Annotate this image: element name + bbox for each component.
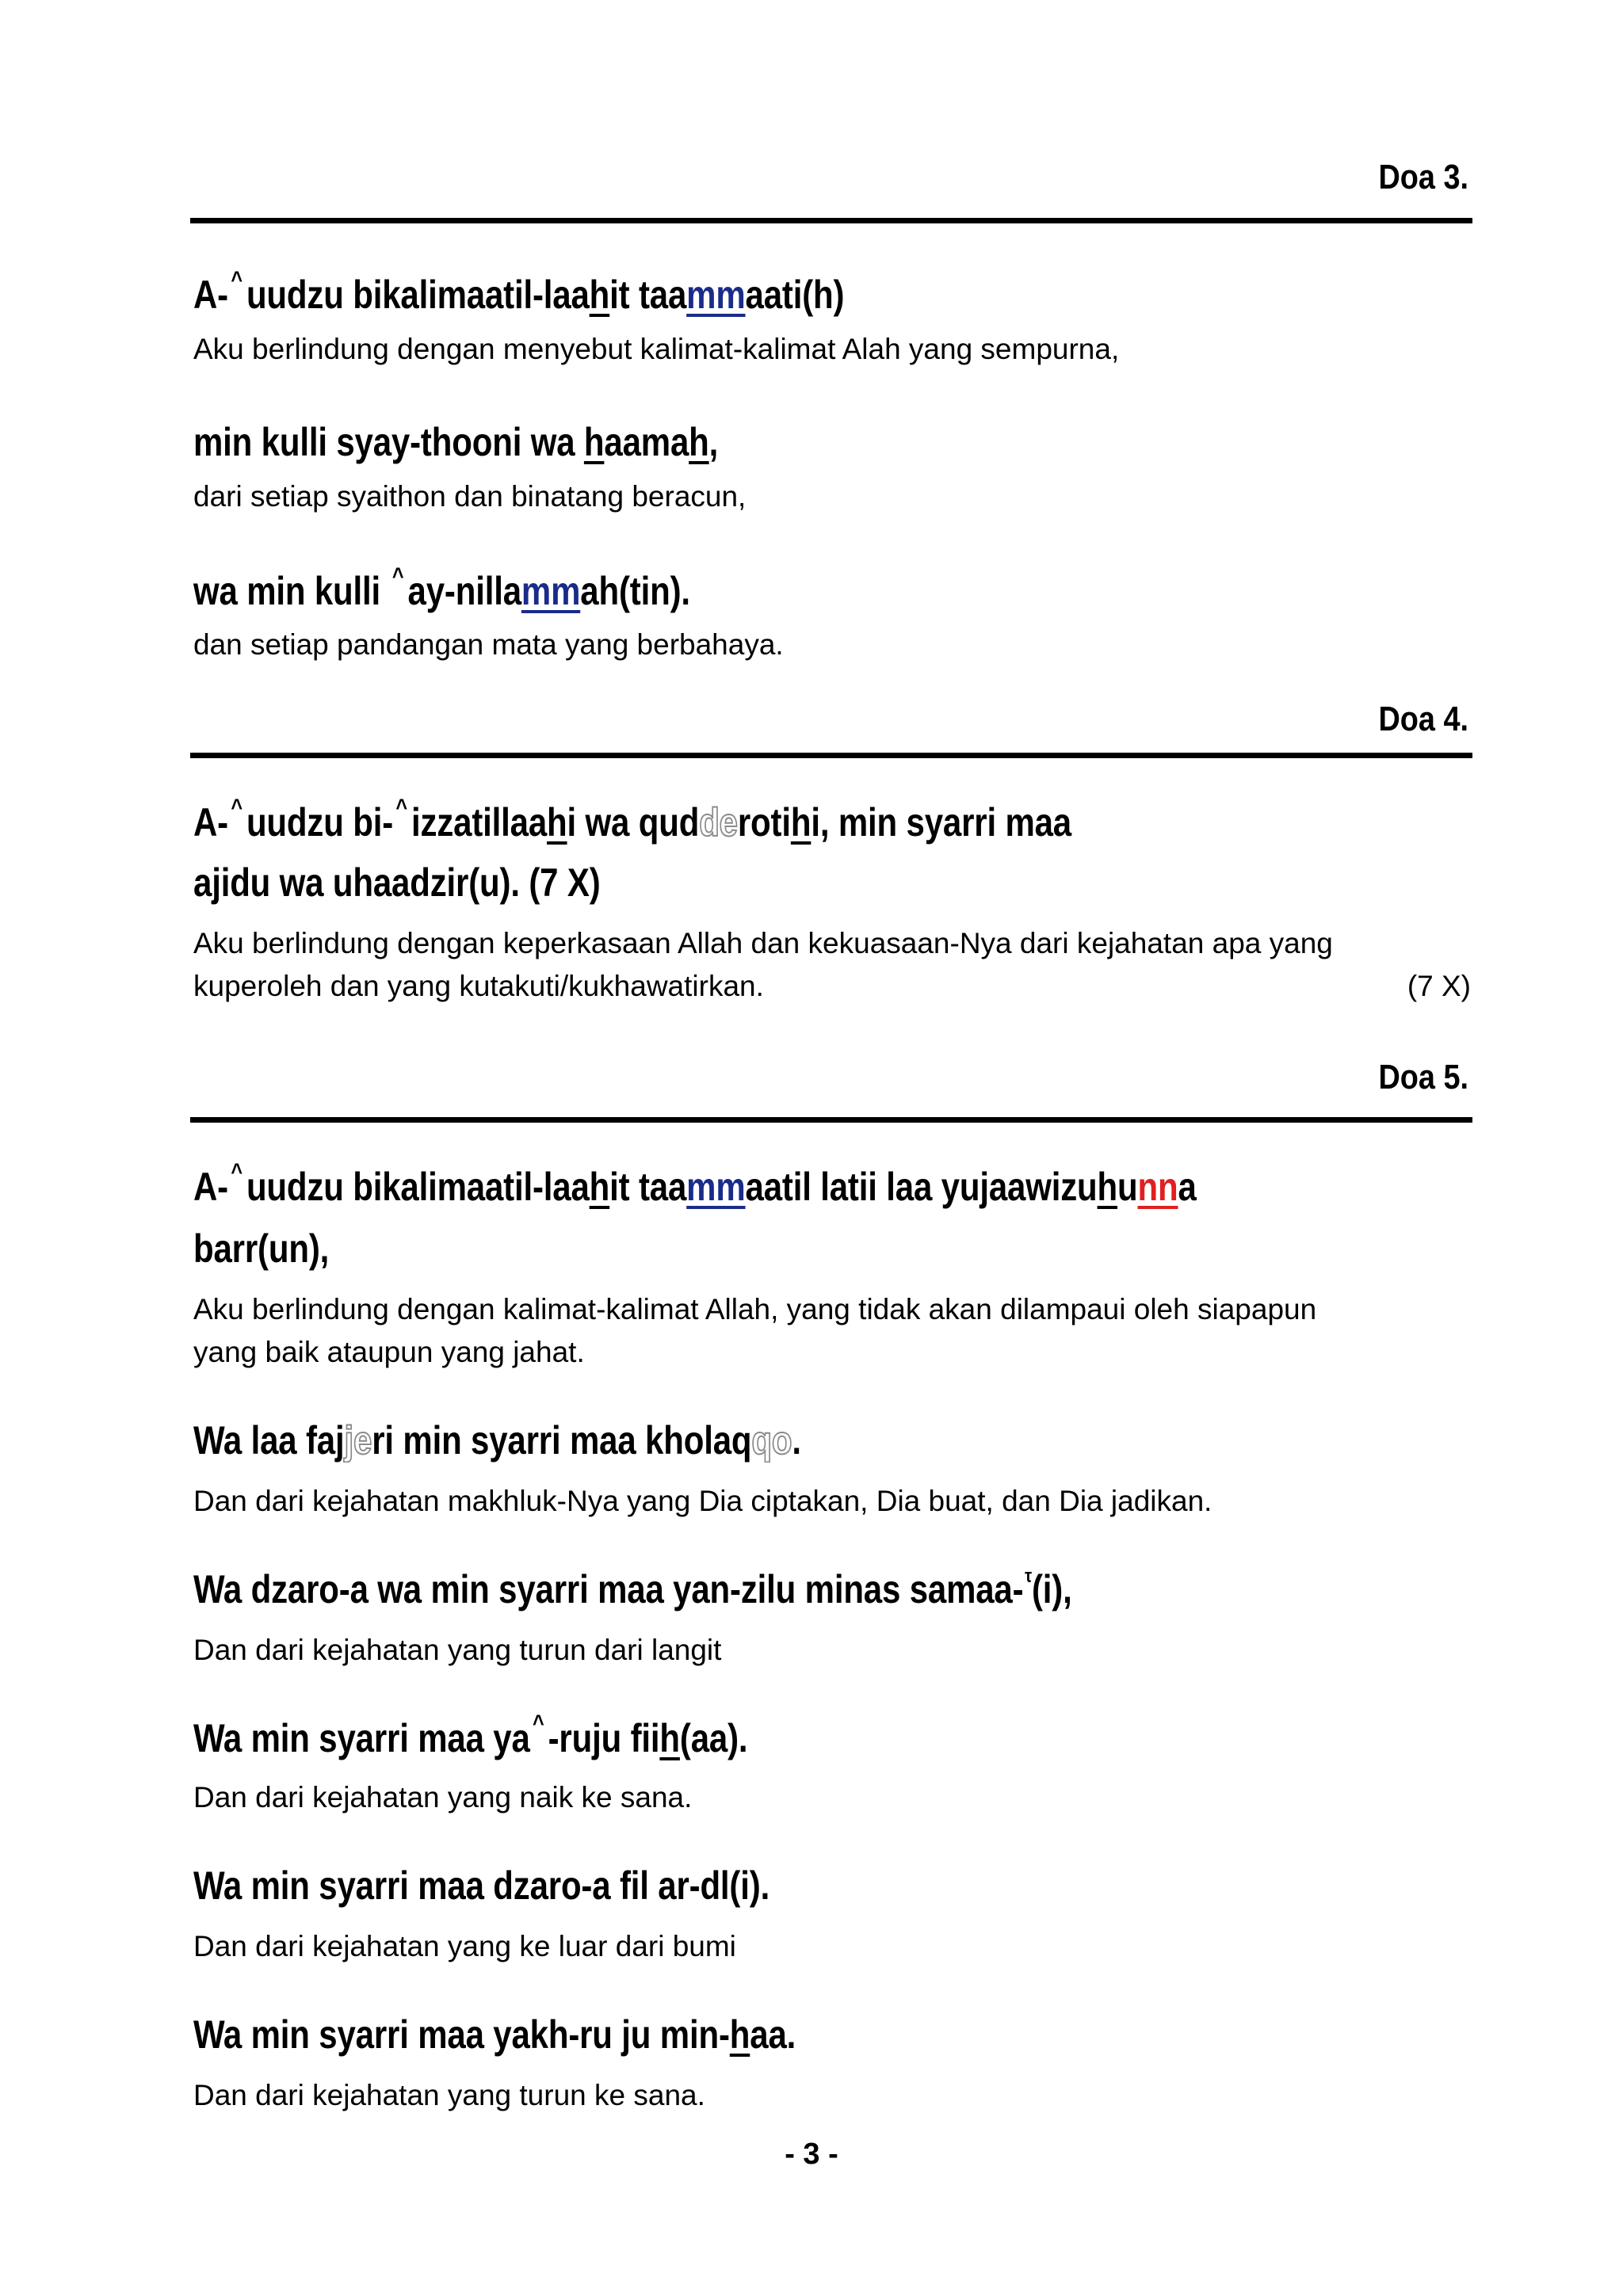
doa-5-arabic-line-6: Wa min syarri maa dzaro-a fil ar-dl(i). [193, 1863, 770, 1908]
doa-5-translation-3: Dan dari kejahatan makhluk-Nya yang Dia ciptakan, Dia buat, dan Dia jadikan. [193, 1485, 1212, 1517]
doa-5-arabic-line-7: Wa min syarri maa yakh-ru ju min-haa. [193, 2012, 796, 2057]
doa-4-heading: Doa 4. [1378, 700, 1468, 738]
page-number: - 3 - [785, 2138, 838, 2171]
doa-3-arabic-line-3: wa min kulli ^ ay-nillammah(tin). [193, 563, 690, 613]
doa-3-translation-1: Aku berlindung dengan menyebut kalimat-kalimat Alah yang sempurna, [193, 333, 1120, 365]
doa-5-arabic-line-1: A- ^ uudzu bikalimaatil-laahit taammaatil latii laa yujaawizuhunna [193, 1159, 1197, 1209]
doa-5-translation-1a: Aku berlindung dengan kalimat-kalimat Allah, yang tidak akan dilampaui oleh siapapun [193, 1293, 1317, 1325]
doa-5-translation-5: Dan dari kejahatan yang naik ke sana. [193, 1781, 693, 1814]
doa-4-translation-2 [193, 965, 1471, 1008]
doa-4-arabic-line-1: A- ^ uudzu bi- ^ izzatillaahi wa qudderotihi, min syarri maa [193, 795, 1072, 845]
doa-3-heading: Doa 3. [1378, 158, 1468, 196]
doa-3-rule [190, 218, 1472, 223]
doa-3-translation-3: dan setiap pandangan mata yang berbahaya. [193, 628, 784, 661]
doa-3-arabic-line-2: min kulli syay-thooni wa haamah, [193, 420, 719, 464]
doa-5-translation-6: Dan dari kejahatan yang ke luar dari bumi [193, 1930, 736, 1962]
doa-5-arabic-line-3: Wa laa fajjeri min syarri maa kholaqqo. [193, 1418, 801, 1463]
doa-5-rule [190, 1117, 1472, 1123]
doa-5-translation-7: Dan dari kejahatan yang turun ke sana. [193, 2079, 705, 2111]
doa-5-arabic-line-5: Wa min syarri maa ya ^ -ruju fiih(aa). [193, 1711, 748, 1760]
doa-4-translation-2-text: kuperoleh dan yang kutakuti/kukhawatirkan. [193, 970, 764, 1002]
doa-5-arabic-line-2: barr(un), [193, 1226, 330, 1271]
doa-4-translation-1: Aku berlindung dengan keperkasaan Allah dan kekuasaan-Nya dari kejahatan apa yang [193, 927, 1333, 959]
doa-4-arabic-line-2: ajidu wa uhaadzir(u). (7 X) [193, 860, 601, 905]
doa-5-translation-4: Dan dari kejahatan yang turun dari langit [193, 1634, 722, 1666]
doa-4-repeat-count: (7 X) [1407, 970, 1471, 1002]
doa-3-translation-2: dari setiap syaithon dan binatang beracun, [193, 480, 747, 513]
doa-5-arabic-line-4: Wa dzaro-a wa min syarri maa yan-zilu minas samaa-$^\tau$(i), [193, 1566, 1072, 1611]
doa-5-translation-1b: yang baik ataupun yang jahat. [193, 1336, 585, 1368]
doa-5-heading: Doa 5. [1378, 1058, 1468, 1097]
doa-3-arabic-line-1: A- ^ uudzu bikalimaatil-laahit taammaati(h) [193, 267, 845, 317]
doa-4-rule [190, 753, 1472, 758]
